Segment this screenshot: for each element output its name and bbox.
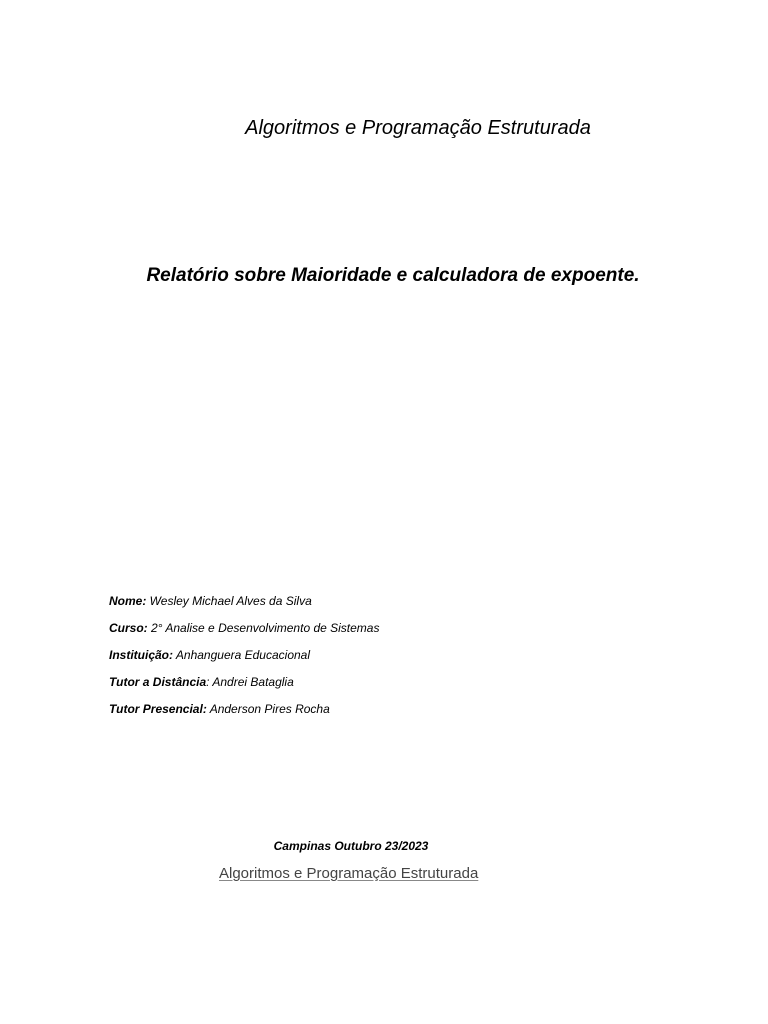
info-line-tutor-presencial <box>109 699 729 726</box>
info-line-curso <box>109 618 729 645</box>
report-subtitle: Relatório sobre Maioridade e calculadora de expoente. <box>146 265 640 286</box>
info-line-instituicao <box>109 645 729 672</box>
author-info-block <box>109 591 729 726</box>
info-value: Wesley Michael Alves da Silva <box>146 594 312 608</box>
footer-title-link[interactable]: Algoritmos e Programação Estruturada <box>219 865 479 882</box>
info-value: 2° Analise e Desenvolvimento de Sistemas <box>147 621 380 635</box>
info-label: Curso: <box>109 621 148 635</box>
info-label: Tutor Presencial: <box>109 702 207 716</box>
info-value: Anderson Pires Rocha <box>206 702 330 716</box>
info-label: Instituição: <box>109 648 174 662</box>
info-line-tutor-distancia <box>109 672 729 699</box>
info-label: Nome: <box>109 594 147 608</box>
place-date: Campinas Outubro 23/2023 <box>273 839 429 853</box>
page-title: Algoritmos e Programação Estruturada <box>245 117 591 139</box>
info-label: Tutor a Distância <box>109 675 207 689</box>
info-value: : Andrei Bataglia <box>206 675 294 689</box>
info-value: Anhanguera Educacional <box>173 648 311 662</box>
info-line-nome <box>109 591 729 618</box>
